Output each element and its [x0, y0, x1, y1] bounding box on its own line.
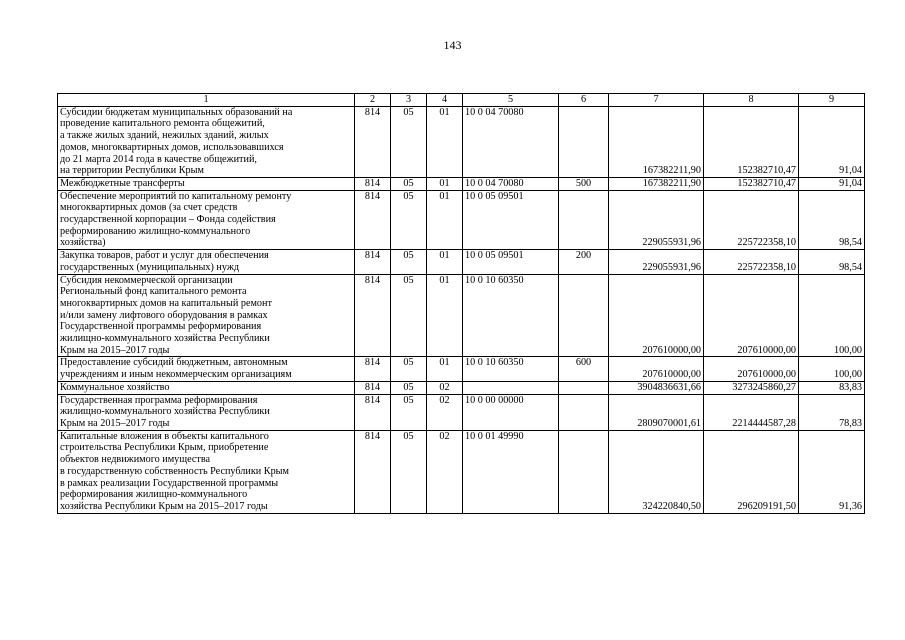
row-section-cell: 05 — [391, 430, 427, 513]
row-section-cell: 05 — [391, 357, 427, 381]
row-plan-amount-cell: 207610000,00 — [609, 357, 704, 381]
column-header: 6 — [559, 94, 609, 107]
row-percent-cell: 100,00 — [799, 274, 865, 357]
row-actual-amount-cell: 207610000,00 — [704, 274, 799, 357]
table-row — [58, 274, 865, 357]
column-header: 8 — [704, 94, 799, 107]
table-row — [58, 190, 865, 250]
row-name-cell: Межбюджетные трансферты — [58, 177, 355, 190]
row-actual-amount-cell: 225722358,10 — [704, 190, 799, 250]
row-section-cell: 05 — [391, 394, 427, 430]
row-percent-cell: 91,04 — [799, 106, 865, 177]
row-actual-amount-cell: 225722358,10 — [704, 250, 799, 274]
row-target-article-cell: 10 0 00 00000 — [463, 394, 559, 430]
row-target-article-cell: 10 0 01 49990 — [463, 430, 559, 513]
column-header: 7 — [609, 94, 704, 107]
row-grbs-cell: 814 — [355, 394, 391, 430]
table-header-row — [58, 94, 865, 107]
row-grbs-cell: 814 — [355, 250, 391, 274]
column-header: 2 — [355, 94, 391, 107]
row-expense-type-cell: 600 — [559, 357, 609, 381]
column-header: 1 — [58, 94, 355, 107]
row-name-cell: Государственная программа реформирования жилищно-коммунального хозяйства Республики Крым на 2015–2017 годы — [58, 394, 355, 430]
row-percent-cell: 91,04 — [799, 177, 865, 190]
row-expense-type-cell: 500 — [559, 177, 609, 190]
row-subsection-cell: 01 — [427, 250, 463, 274]
row-section-cell: 05 — [391, 250, 427, 274]
row-percent-cell: 91,36 — [799, 430, 865, 513]
row-subsection-cell: 02 — [427, 430, 463, 513]
row-actual-amount-cell: 2214444587,28 — [704, 394, 799, 430]
row-name-cell: Субсидии бюджетам муниципальных образований на проведение капитального ремонта общежитий, а также жилых зданий, нежилых зданий, жилых домов, многоквартирных домов, использовавшихся до 21 марта 2014 года в качестве общежитий, на территории Республики Крым — [58, 106, 355, 177]
row-plan-amount-cell: 207610000,00 — [609, 274, 704, 357]
row-section-cell: 05 — [391, 381, 427, 394]
row-actual-amount-cell: 296209191,50 — [704, 430, 799, 513]
column-header: 5 — [463, 94, 559, 107]
row-plan-amount-cell: 2809070001,61 — [609, 394, 704, 430]
row-grbs-cell: 814 — [355, 190, 391, 250]
page-number: 143 — [443, 38, 462, 52]
row-grbs-cell: 814 — [355, 381, 391, 394]
row-section-cell: 05 — [391, 190, 427, 250]
row-target-article-cell: 10 0 04 70080 — [463, 106, 559, 177]
row-grbs-cell: 814 — [355, 106, 391, 177]
row-expense-type-cell: 200 — [559, 250, 609, 274]
table-row — [58, 430, 865, 513]
row-subsection-cell: 01 — [427, 274, 463, 357]
row-actual-amount-cell: 152382710,47 — [704, 177, 799, 190]
row-actual-amount-cell: 3273245860,27 — [704, 381, 799, 394]
row-name-cell: Капитальные вложения в объекты капитального строительства Республики Крым, приобретение объектов недвижимого имущества в государственную собственность Республики Крым в рамках реализации Государственной программы реформирования жилищно-коммунального хозяйства Республики Крым на 2015–2017 годы — [58, 430, 355, 513]
row-plan-amount-cell: 167382211,90 — [609, 177, 704, 190]
row-section-cell: 05 — [391, 177, 427, 190]
row-plan-amount-cell: 324220840,50 — [609, 430, 704, 513]
row-expense-type-cell — [559, 190, 609, 250]
row-plan-amount-cell: 167382211,90 — [609, 106, 704, 177]
row-percent-cell: 98,54 — [799, 250, 865, 274]
table-row — [58, 177, 865, 190]
row-section-cell: 05 — [391, 106, 427, 177]
row-plan-amount-cell: 229055931,96 — [609, 250, 704, 274]
table-row — [58, 106, 865, 177]
row-subsection-cell: 02 — [427, 381, 463, 394]
table-row — [58, 357, 865, 381]
row-plan-amount-cell: 229055931,96 — [609, 190, 704, 250]
row-subsection-cell: 01 — [427, 106, 463, 177]
column-header: 4 — [427, 94, 463, 107]
row-grbs-cell: 814 — [355, 430, 391, 513]
row-target-article-cell: 10 0 10 60350 — [463, 274, 559, 357]
row-grbs-cell: 814 — [355, 177, 391, 190]
row-grbs-cell: 814 — [355, 274, 391, 357]
row-subsection-cell: 01 — [427, 190, 463, 250]
row-subsection-cell: 02 — [427, 394, 463, 430]
row-actual-amount-cell: 207610000,00 — [704, 357, 799, 381]
row-expense-type-cell — [559, 394, 609, 430]
row-target-article-cell: 10 0 04 70080 — [463, 177, 559, 190]
budget-table — [57, 93, 865, 514]
row-name-cell: Коммунальное хозяйство — [58, 381, 355, 394]
row-section-cell: 05 — [391, 274, 427, 357]
row-subsection-cell: 01 — [427, 357, 463, 381]
row-actual-amount-cell: 152382710,47 — [704, 106, 799, 177]
row-percent-cell: 83,83 — [799, 381, 865, 394]
row-name-cell: Предоставление субсидий бюджетным, автономным учреждениям и иным некоммерческим организациям — [58, 357, 355, 381]
row-expense-type-cell — [559, 430, 609, 513]
table-row — [58, 394, 865, 430]
row-target-article-cell: 10 0 05 09501 — [463, 190, 559, 250]
table-row — [58, 381, 865, 394]
row-grbs-cell: 814 — [355, 357, 391, 381]
row-expense-type-cell — [559, 381, 609, 394]
row-target-article-cell: 10 0 10 60350 — [463, 357, 559, 381]
row-subsection-cell: 01 — [427, 177, 463, 190]
row-name-cell: Закупка товаров, работ и услуг для обеспечения государственных (муниципальных) нужд — [58, 250, 355, 274]
row-name-cell: Обеспечение мероприятий по капитальному ремонту многоквартирных домов (за счет средств государственной корпорации – Фонда содействия реформированию жилищно-коммунального хозяйства) — [58, 190, 355, 250]
row-expense-type-cell — [559, 106, 609, 177]
row-percent-cell: 100,00 — [799, 357, 865, 381]
column-header: 3 — [391, 94, 427, 107]
row-target-article-cell: 10 0 05 09501 — [463, 250, 559, 274]
row-expense-type-cell — [559, 274, 609, 357]
row-name-cell: Субсидия некоммерческой организации Региональный фонд капитального ремонта многоквартирных домов на капитальный ремонт и/или замену лифтового оборудования в рамках Государственной программы реформирования жилищно-коммунального хозяйства Республики Крым на 2015–2017 годы — [58, 274, 355, 357]
row-percent-cell: 78,83 — [799, 394, 865, 430]
row-plan-amount-cell: 3904836631,66 — [609, 381, 704, 394]
table-row — [58, 250, 865, 274]
row-percent-cell: 98,54 — [799, 190, 865, 250]
row-target-article-cell — [463, 381, 559, 394]
column-header: 9 — [799, 94, 865, 107]
